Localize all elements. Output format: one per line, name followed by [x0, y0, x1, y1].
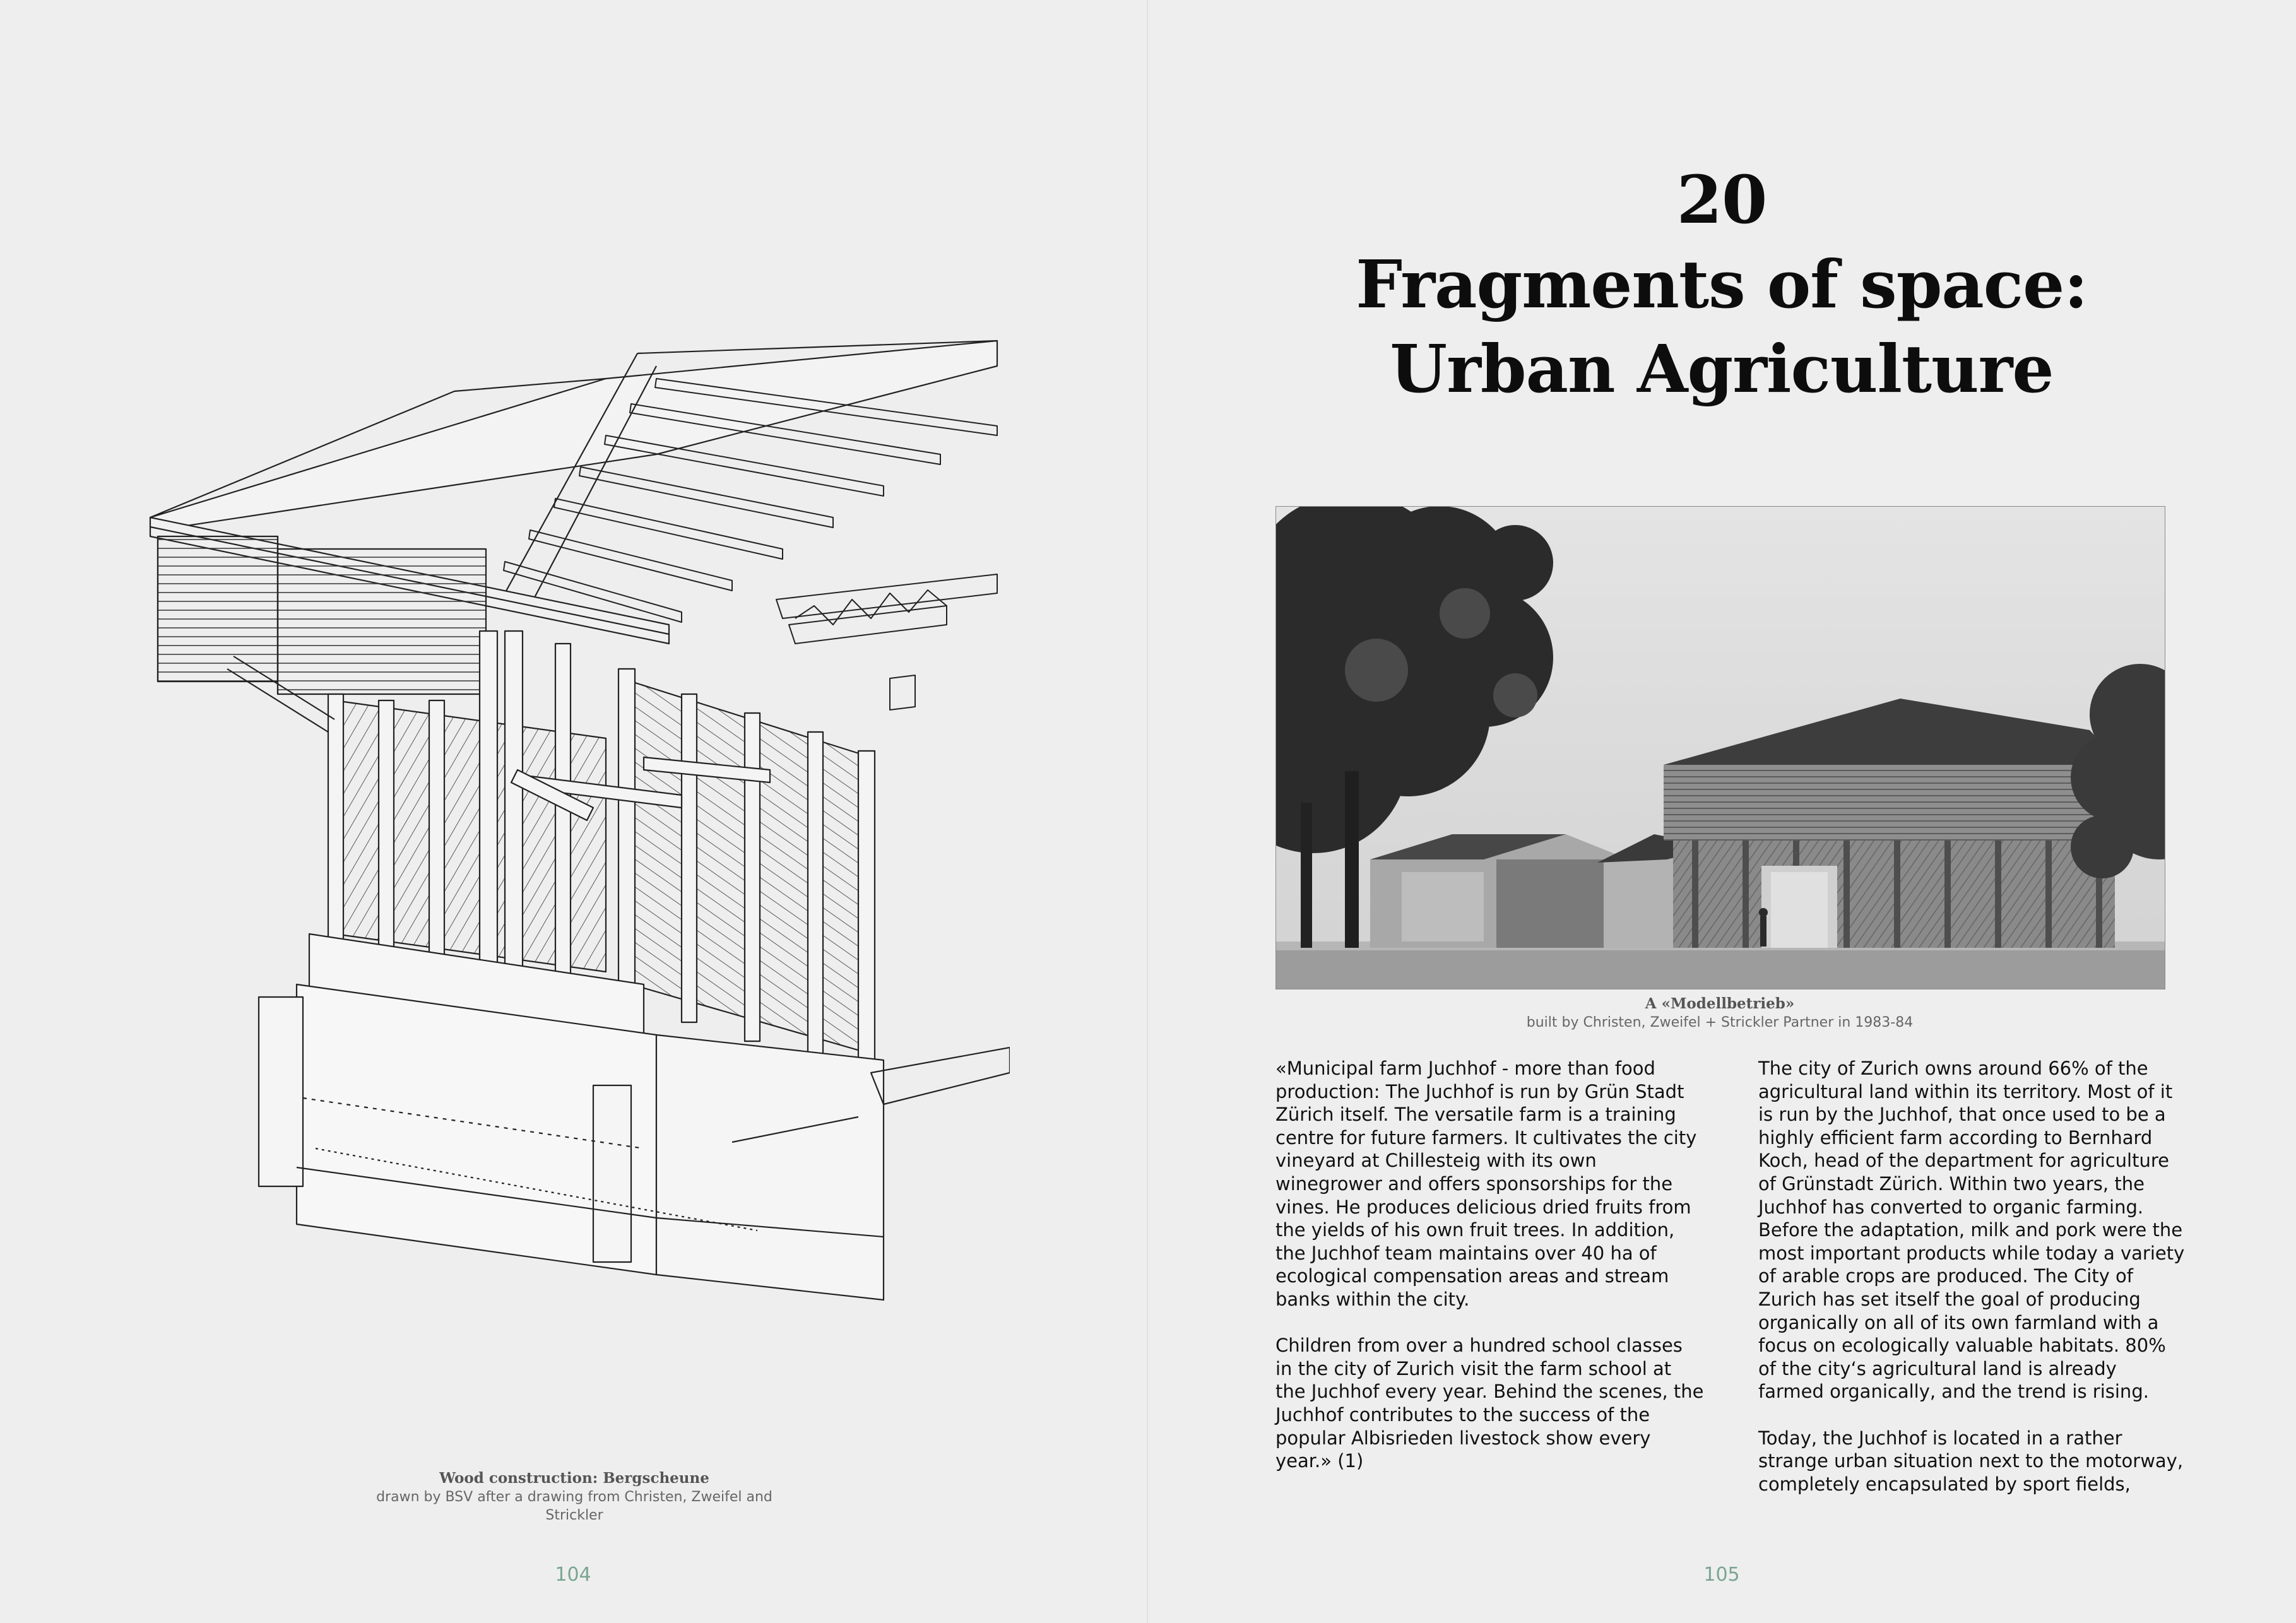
text-column-right — [1758, 1057, 2187, 1496]
drawing-caption-credit: drawn by BSV after a drawing from Christen, Zweifel and Strickler — [376, 1489, 772, 1524]
paragraph: Today, the Juchhof is located in a rather strange urban situation next to the motorway, completely encapsulated by sport fields, — [1758, 1427, 2184, 1495]
photo-caption-credit: built by Christen, Zweifel + Strickler Partner in 1983-84 — [1526, 1015, 1914, 1031]
photo-caption — [1275, 994, 2165, 1032]
chapter-heading — [1231, 158, 2213, 411]
chapter-title-line1: Fragments of space: — [1356, 245, 2088, 323]
paragraph: The city of Zurich owns around 66% of the agricultural land within its territory. Most of it is run by the Juchhof, that once used to be a highly efficient farm according to Bernhard Koch, head of the department for agriculture of Grünstadt Zürich. Within two years, the Juchhof has converted to organic farming. Before the adaptation, milk and pork were the most important products while today a variety of arable crops are produced. The City of Zurich has set itself the goal of producing organically on all of its own farmland with a focus on ecologically valuable habitats. 80% of the city‘s agricultural land is already farmed organically, and the trend is rising. — [1758, 1058, 2185, 1403]
photo-caption-title: A «Modellbetrieb» — [1645, 995, 1795, 1012]
chapter-title-line2: Urban Agriculture — [1390, 330, 2054, 408]
drawing-caption — [353, 1469, 795, 1525]
drawing-caption-title: Wood construction: Bergscheune — [439, 1470, 709, 1487]
truss — [776, 574, 997, 710]
text-column-left — [1275, 1057, 1705, 1473]
page-number-left: 104 — [555, 1564, 591, 1586]
roof-plane — [150, 341, 997, 530]
chapter-number: 20 — [1676, 161, 1767, 239]
farm-photo — [1275, 506, 2165, 989]
wood-construction-drawing — [114, 328, 1010, 1313]
page-number-right: 105 — [1703, 1564, 1740, 1586]
paragraph: «Municipal farm Juchhof - more than food production: The Juchhof is run by Grün Stadt Zürich itself. The versatile farm is a training centre for future farmers. It cultivates the city vineyard at Chillesteig with its own winegrower and offers sponsorships for the vines. He produces delicious dried fruits from the yields of his own fruit trees. In addition, the Juchhof team maintains over 40 ha of ecological compensation areas and stream banks within the city. — [1275, 1058, 1697, 1310]
paragraph: Children from over a hundred school classes in the city of Zurich visit the farm school at the Juchhof every year. Behind the scenes, the Juchhof contributes to the success of the popular Albisrieden livestock show every year.» (1) — [1275, 1335, 1704, 1472]
